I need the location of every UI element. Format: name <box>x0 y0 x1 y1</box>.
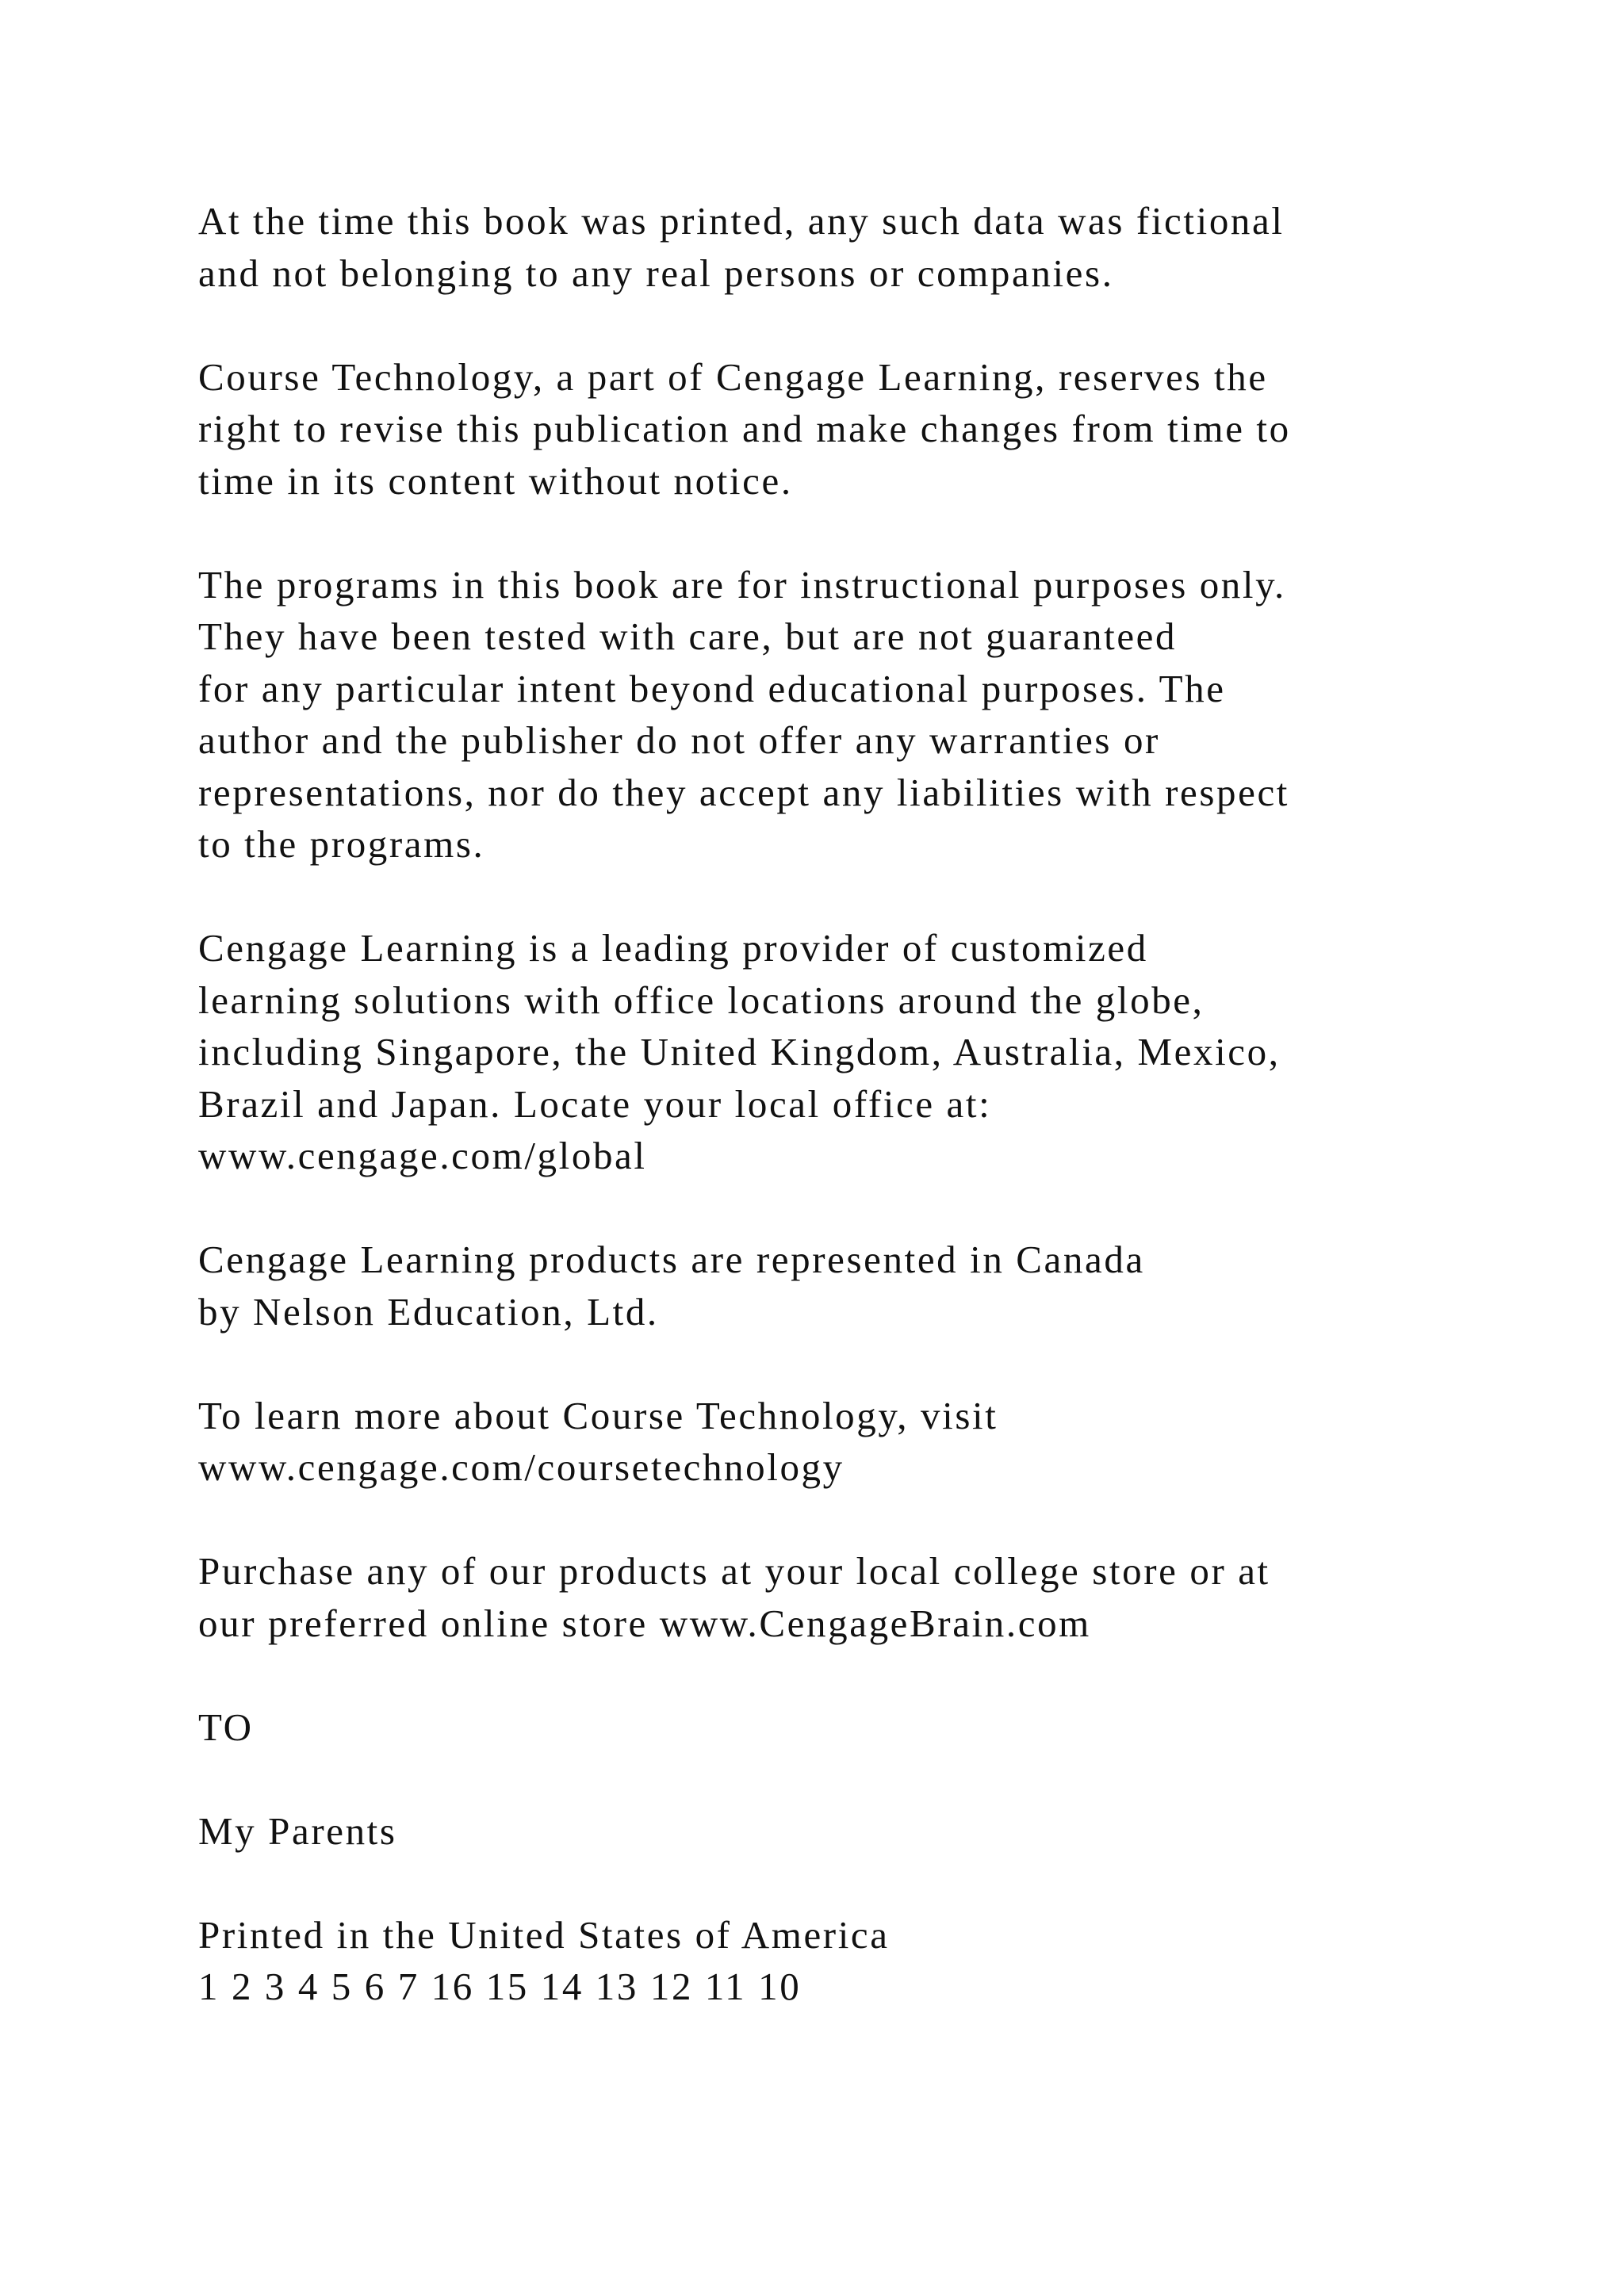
text-line: and not belonging to any real persons or companies. <box>198 251 1114 295</box>
text-line: TO <box>198 1705 254 1749</box>
text-line: They have been tested with care, but are not guaranteed <box>198 614 1178 658</box>
text-line: our preferred online store www.CengageBrain.com <box>198 1601 1091 1645</box>
instructional-disclaimer <box>198 559 1546 871</box>
course-technology-url: www.cengage.com/coursetechnology <box>198 1445 845 1489</box>
course-technology-info <box>198 1390 1546 1494</box>
text-line: for any particular intent beyond educational purposes. The <box>198 666 1226 710</box>
text-line: to the programs. <box>198 822 485 866</box>
printing-info <box>198 1909 1546 2013</box>
text-line: learning solutions with office locations around the globe, <box>198 978 1205 1022</box>
text-line: by Nelson Education, Ltd. <box>198 1289 659 1334</box>
revision-rights-notice <box>198 351 1546 507</box>
text-line: including Singapore, the United Kingdom, Australia, Mexico, <box>198 1030 1281 1073</box>
text-line: time in its content without notice. <box>198 458 793 503</box>
text-line: author and the publisher do not offer any warranties or <box>198 718 1160 762</box>
text-line: right to revise this publication and make changes from time to <box>198 407 1291 450</box>
print-run-numbers: 1 2 3 4 5 6 7 16 15 14 13 12 11 10 <box>198 1965 802 2008</box>
text-line: To learn more about Course Technology, visit <box>198 1393 998 1437</box>
document-body <box>198 195 1546 2064</box>
text-line: representations, nor do they accept any liabilities with respect <box>198 770 1290 814</box>
text-line: The programs in this book are for instructional purposes only. <box>198 562 1286 607</box>
fictional-data-notice <box>198 195 1546 299</box>
text-line: At the time this book was printed, any such data was fictional <box>198 199 1285 243</box>
global-office-url: www.cengage.com/global <box>198 1134 647 1177</box>
text-line: Purchase any of our products at your local college store or at <box>198 1549 1270 1593</box>
text-line: Cengage Learning products are represented in Canada <box>198 1238 1145 1281</box>
dedication-recipient <box>198 1805 1546 1858</box>
text-line: My Parents <box>198 1808 397 1853</box>
dedication-to <box>198 1701 1546 1754</box>
text-line: Brazil and Japan. Locate your local office at: <box>198 1081 992 1126</box>
text-line: Course Technology, a part of Cengage Learning, reserves the <box>198 354 1268 399</box>
text-line: Cengage Learning is a leading provider of customized <box>198 926 1148 970</box>
text-line: Printed in the United States of America <box>198 1912 890 1957</box>
cengage-offices <box>198 922 1546 1182</box>
canada-representation <box>198 1234 1546 1337</box>
purchase-info <box>198 1545 1546 1649</box>
